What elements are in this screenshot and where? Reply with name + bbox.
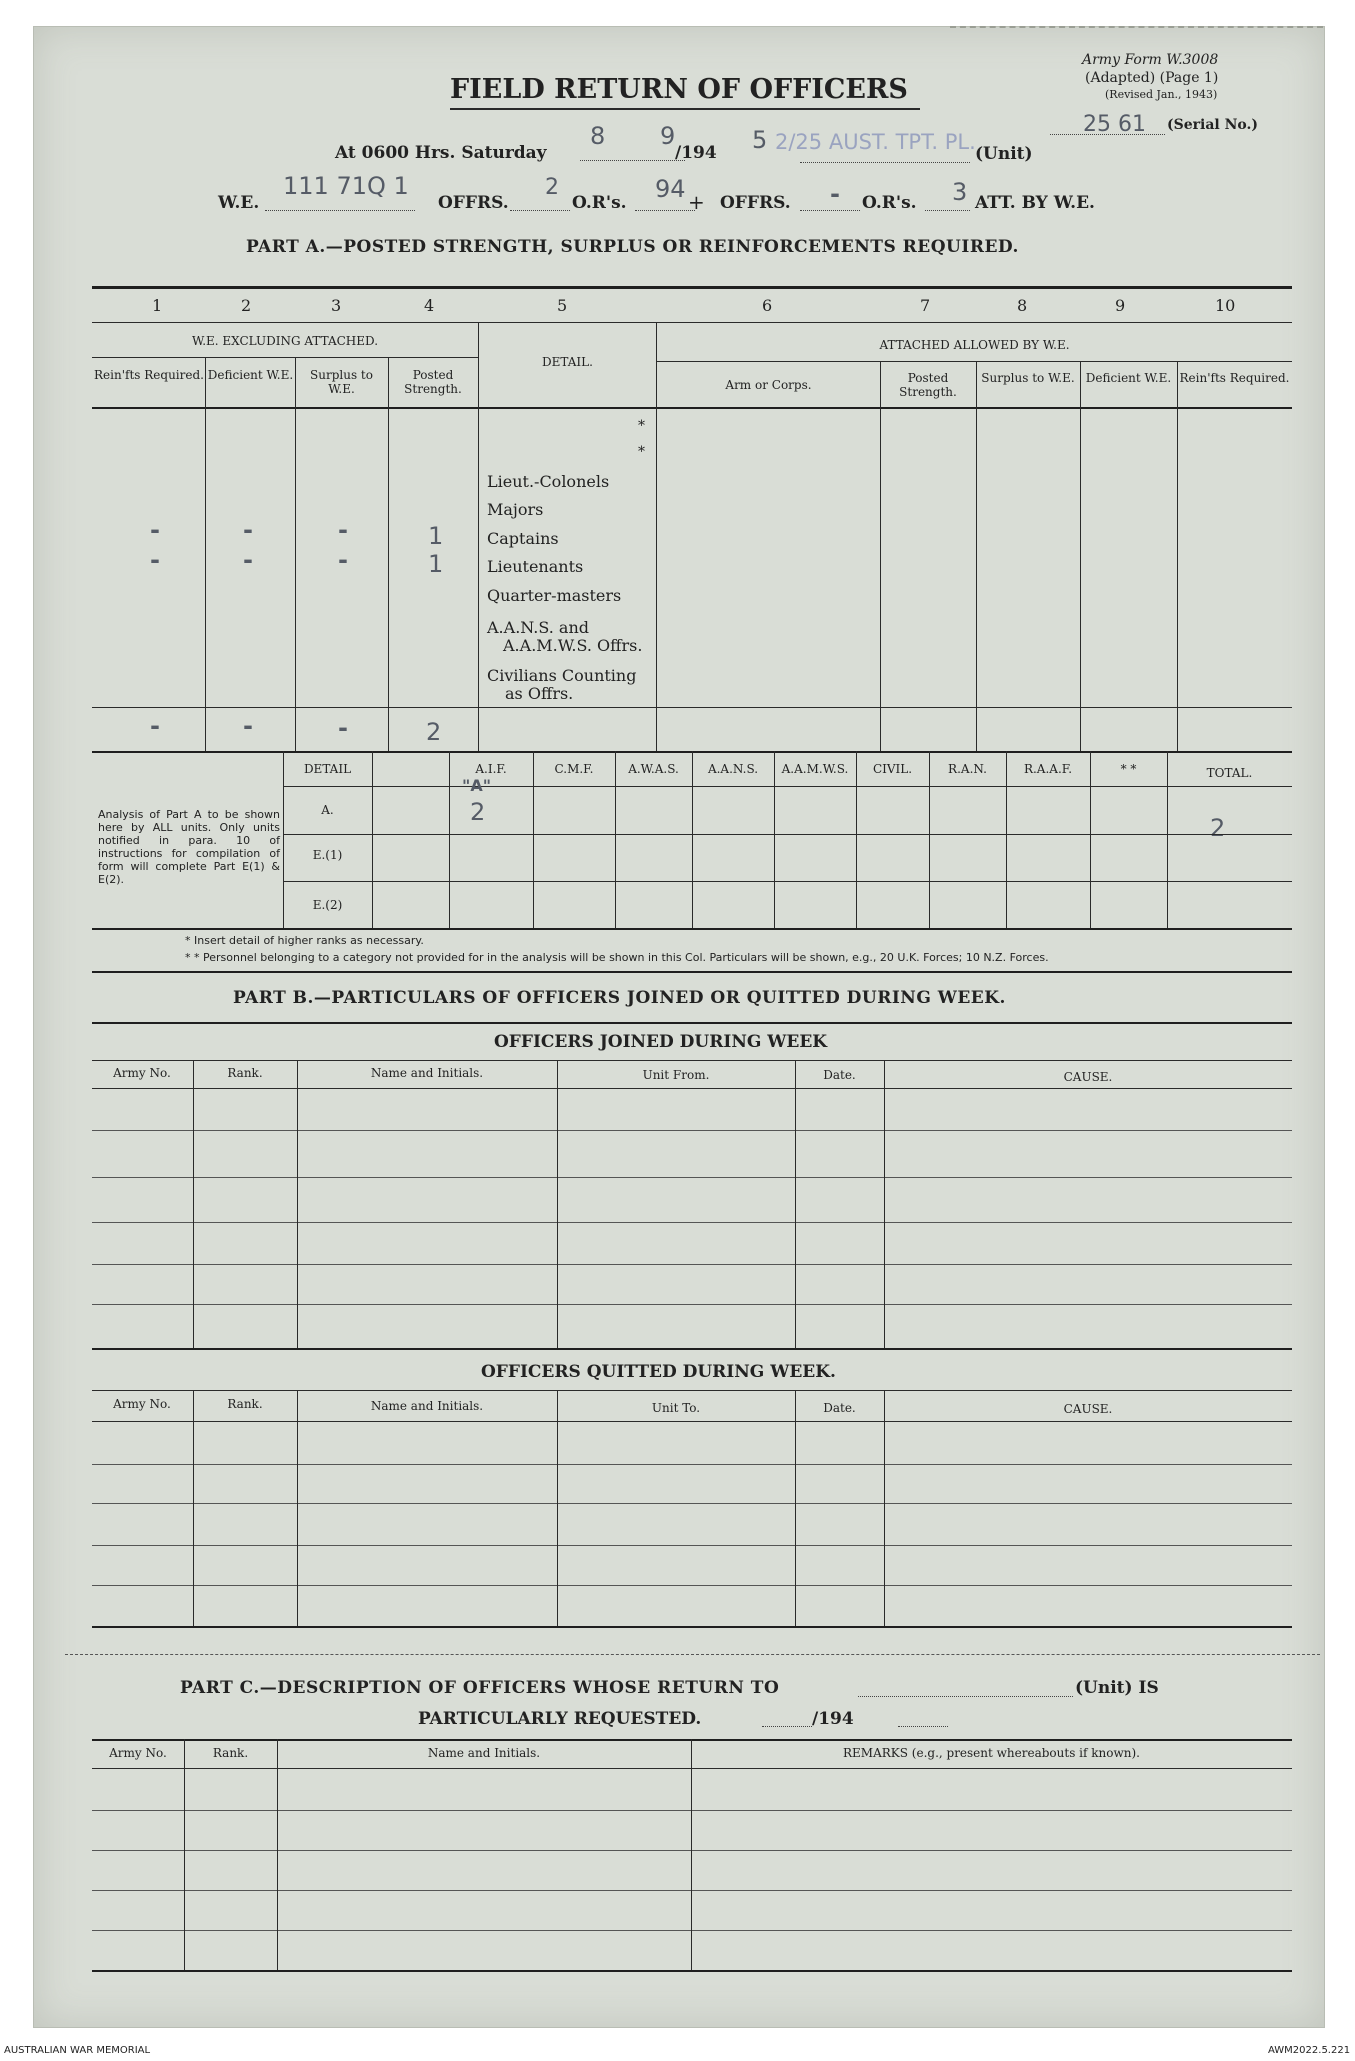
- col-num-10: 10: [1215, 296, 1236, 315]
- part-c-col-remarks: REMARKS (e.g., present whereabouts if known).: [843, 1746, 1140, 1760]
- analysis-a-total: 2: [1210, 814, 1226, 842]
- joined-header-rule: [92, 1088, 1292, 1089]
- qvline-3: [557, 1390, 558, 1626]
- col-num-1: 1: [152, 296, 163, 315]
- col-num-6: 6: [762, 296, 773, 315]
- quitted-row-rule-1: [92, 1464, 1292, 1465]
- year-prefix: /194: [675, 143, 717, 163]
- analysis-rule-2: [283, 881, 1292, 882]
- part-c-date-line-2: [898, 1726, 948, 1727]
- col-att-reinf-header: Rein'fts Required.: [1179, 371, 1290, 385]
- qvline-5: [884, 1390, 885, 1626]
- cut-line: [65, 1654, 1320, 1655]
- rank-aamws: A.A.M.W.S. Offrs.: [503, 636, 643, 655]
- part-b-title: PART B.—PARTICULARS OF OFFICERS JOINED OR QUITTED DURING WEEK.: [233, 988, 1006, 1008]
- joined-row-rule-3: [92, 1222, 1292, 1223]
- totals-posted: 2: [426, 718, 442, 746]
- qvline-4: [795, 1390, 796, 1626]
- unit-label: (Unit): [975, 144, 1033, 164]
- col-att-surplus-header: Surplus to W.E.: [981, 371, 1075, 385]
- captains-deficient: -: [243, 516, 253, 544]
- att-label: ATT. BY W.E.: [975, 193, 1095, 213]
- totals-deficient: -: [243, 712, 253, 740]
- plus-sign: +: [688, 190, 705, 214]
- quitted-bottom-rule: [92, 1626, 1292, 1628]
- we-excl-header: W.E. EXCLUDING ATTACHED.: [191, 334, 379, 348]
- analysis-row-a: A.: [321, 803, 334, 817]
- asterisk-1: *: [638, 418, 645, 434]
- we-excl-rule: [92, 357, 478, 358]
- form-adapted: (Adapted) (Page 1): [1085, 70, 1219, 86]
- cvline-2: [277, 1739, 278, 1970]
- footnote-2: * * Personnel belonging to a category not provided for in the analysis will be shown in this Col. Particulars will be shown, e.g., 20 U.K. Forces; 10 N.Z. Forces.: [185, 951, 1049, 964]
- lieutenants-surplus: -: [338, 546, 348, 574]
- part-c-row-rule-1: [92, 1810, 1292, 1811]
- quitted-col-cause: CAUSE.: [1063, 1402, 1113, 1416]
- attached-header: ATTACHED ALLOWED BY W.E.: [879, 338, 1070, 352]
- title-underline: [450, 108, 920, 110]
- footnote-1: * Insert detail of higher ranks as necessary.: [185, 934, 424, 947]
- part-c-date-line-1: [762, 1726, 812, 1727]
- ors2-value: 3: [952, 178, 968, 206]
- quitted-col-unit: Unit To.: [651, 1401, 701, 1415]
- joined-title: OFFICERS JOINED DURING WEEK: [494, 1032, 828, 1052]
- rank-lieutenants: Lieutenants: [487, 557, 584, 576]
- attached-rule: [657, 361, 1292, 362]
- rank-lieut-colonels: Lieut.-Colonels: [487, 472, 610, 491]
- col-num-rule: [92, 322, 1292, 323]
- vline-2: [295, 357, 296, 752]
- joined-col-cause: CAUSE.: [1063, 1070, 1113, 1084]
- analysis-col-total: TOTAL.: [1206, 766, 1253, 780]
- analysis-detail-label: DETAIL: [303, 762, 352, 776]
- part-c-header-rule: [92, 1768, 1292, 1769]
- joined-col-name: Name and Initials.: [370, 1066, 484, 1080]
- analysis-col-raaf: R.A.A.F.: [1023, 762, 1073, 776]
- we-line: [265, 210, 415, 211]
- we-value: 111 71Q 1: [283, 172, 409, 200]
- col-att-posted-header: Posted Strength.: [899, 371, 957, 399]
- qvline-1: [193, 1390, 194, 1626]
- quitted-col-date: Date.: [823, 1401, 856, 1415]
- part-c-bottom-rule: [92, 1970, 1292, 1972]
- part-c-year: /194: [812, 1709, 854, 1729]
- col-num-9: 9: [1115, 296, 1126, 315]
- rank-quartermasters: Quarter-masters: [487, 586, 622, 605]
- avline-10: [1090, 751, 1091, 928]
- col-reinf-header: Rein'fts Required.: [94, 368, 204, 382]
- col-att-deficient-header: Deficient W.E.: [1085, 371, 1172, 385]
- rank-civilians-2: as Offrs.: [505, 684, 574, 703]
- part-b-top-rule: [92, 1022, 1292, 1024]
- col-num-5: 5: [557, 296, 568, 315]
- jvline-3: [557, 1060, 558, 1348]
- serial-line: [1050, 134, 1165, 135]
- analysis-a-aif-mark: "A": [462, 776, 492, 795]
- avline-3: [533, 751, 534, 928]
- avline-4: [615, 751, 616, 928]
- vline-9: [1177, 361, 1178, 752]
- joined-row-rule-2: [92, 1177, 1292, 1178]
- vline-3: [388, 357, 389, 752]
- part-c-unit-is: (Unit) IS: [1075, 1678, 1159, 1698]
- col-num-7: 7: [920, 296, 931, 315]
- vline-4: [478, 322, 479, 752]
- quitted-col-armyno: Army No.: [113, 1397, 171, 1411]
- rank-civilians: Civilians Counting: [487, 666, 637, 685]
- serial-label: (Serial No.): [1167, 117, 1258, 133]
- offrs2-label: OFFRS.: [720, 193, 791, 213]
- quitted-col-rank: Rank.: [227, 1397, 263, 1411]
- ors2-label: O.R's.: [862, 193, 917, 213]
- analysis-row-e2: E.(2): [312, 898, 343, 912]
- jvline-5: [884, 1060, 885, 1348]
- joined-row-rule-4: [92, 1264, 1292, 1265]
- joined-title-rule: [92, 1060, 1292, 1061]
- part-c-title-2: PARTICULARLY REQUESTED.: [418, 1709, 702, 1729]
- analysis-col-other: * *: [1120, 762, 1137, 776]
- analysis-col-aans: A.A.N.S.: [707, 762, 759, 776]
- part-c-row-rule-3: [92, 1890, 1292, 1891]
- analysis-header-rule: [283, 786, 1292, 787]
- rank-captains: Captains: [487, 529, 559, 548]
- year-digit: 5: [752, 126, 768, 154]
- analysis-bottom-rule: [92, 928, 1292, 930]
- jvline-2: [297, 1060, 298, 1348]
- torn-edge: [950, 26, 1323, 32]
- offrs-label: OFFRS.: [438, 193, 509, 213]
- ors2-line: [925, 210, 970, 211]
- quitted-row-rule-4: [92, 1585, 1292, 1586]
- detail-header: DETAIL.: [542, 355, 593, 369]
- serial-number: 25 61: [1083, 112, 1146, 137]
- quitted-row-rule-2: [92, 1503, 1292, 1504]
- analysis-col-aif: A.I.F.: [475, 762, 507, 776]
- col-num-8: 8: [1017, 296, 1028, 315]
- col-surplus-header: Surplus to W.E.: [310, 368, 373, 396]
- avline-1: [372, 751, 373, 928]
- col-arm-header: Arm or Corps.: [725, 378, 812, 392]
- asterisk-2: *: [638, 444, 645, 460]
- jvline-1: [193, 1060, 194, 1348]
- analysis-col-awas: A.W.A.S.: [628, 762, 679, 776]
- joined-col-rank: Rank.: [227, 1066, 263, 1080]
- form-revised: (Revised Jan., 1943): [1105, 88, 1218, 101]
- joined-col-armyno: Army No.: [113, 1066, 171, 1080]
- totals-reinf: -: [150, 712, 160, 740]
- captains-reinf: -: [150, 516, 160, 544]
- captains-surplus: -: [338, 516, 348, 544]
- part-a-end-rule: [92, 971, 1292, 973]
- avline-9: [1006, 751, 1007, 928]
- vline-6: [880, 361, 881, 752]
- analysis-col-civil: CIVIL.: [872, 762, 913, 776]
- joined-bottom-rule: [92, 1348, 1292, 1350]
- unit-line: [800, 162, 970, 163]
- joined-col-unit: Unit From.: [642, 1068, 710, 1082]
- quitted-header-rule: [92, 1421, 1292, 1422]
- offrs-value: 2: [545, 175, 559, 200]
- avline-5: [692, 751, 693, 928]
- vline-1: [205, 357, 206, 752]
- ors-value: 94: [655, 175, 686, 203]
- offrs-line: [510, 210, 570, 211]
- cvline-3: [691, 1739, 692, 1970]
- joined-row-rule-5: [92, 1304, 1292, 1305]
- quitted-row-rule-3: [92, 1545, 1292, 1546]
- avline-6: [774, 751, 775, 928]
- analysis-row-e1: E.(1): [312, 848, 343, 862]
- offrs2-value: -: [830, 180, 840, 208]
- qvline-2: [297, 1390, 298, 1626]
- ors-line: [635, 210, 695, 211]
- part-a-top-rule: [92, 286, 1292, 289]
- ors-label: O.R's.: [572, 193, 627, 213]
- unit-stamp: 2/25 AUST. TPT. PL.: [775, 130, 976, 154]
- part-c-col-rank: Rank.: [212, 1746, 249, 1760]
- col-num-3: 3: [331, 296, 342, 315]
- analysis-a-aif: 2: [470, 798, 486, 826]
- date-line: [580, 160, 685, 161]
- avline-8: [929, 751, 930, 928]
- vline-5: [656, 322, 657, 752]
- part-c-col-armyno: Army No.: [109, 1746, 167, 1760]
- part-c-top-rule: [92, 1739, 1292, 1741]
- date-day: 8: [590, 122, 606, 150]
- analysis-note: Analysis of Part A to be shown here by ALL units. Only units notified in para. 10 of instructions for compilation of form will complete Part E(1) & E(2).: [98, 808, 280, 886]
- part-a-title: PART A.—POSTED STRENGTH, SURPLUS OR REINFORCEMENTS REQUIRED.: [246, 237, 1019, 257]
- analysis-rule-1: [283, 834, 1292, 835]
- we-label: W.E.: [218, 193, 260, 213]
- totals-top-rule: [92, 707, 1292, 708]
- form-number: Army Form W.3008: [1082, 52, 1219, 68]
- part-c-row-rule-4: [92, 1930, 1292, 1931]
- col-posted-header: Posted Strength.: [404, 368, 462, 396]
- date-month: 9: [660, 122, 676, 150]
- lieutenants-reinf: -: [150, 546, 160, 574]
- totals-surplus: -: [338, 714, 348, 742]
- quitted-col-name: Name and Initials.: [370, 1399, 484, 1413]
- footer-credit: AUSTRALIAN WAR MEMORIAL: [4, 2045, 151, 2056]
- jvline-4: [795, 1060, 796, 1348]
- header-bottom-rule: [92, 407, 1292, 409]
- lieutenants-deficient: -: [243, 546, 253, 574]
- at-label: At 0600 Hrs. Saturday: [335, 143, 547, 163]
- offrs2-line: [800, 210, 860, 211]
- joined-col-date: Date.: [823, 1068, 856, 1082]
- vline-7: [976, 361, 977, 752]
- analysis-col-cmf: C.M.F.: [554, 762, 594, 776]
- quitted-title-rule: [92, 1390, 1292, 1391]
- captains-posted: 1: [428, 522, 444, 550]
- joined-row-rule-1: [92, 1130, 1292, 1131]
- quitted-title: OFFICERS QUITTED DURING WEEK.: [481, 1362, 836, 1382]
- analysis-col-aamws: A.A.M.W.S.: [781, 762, 849, 776]
- rank-majors: Majors: [487, 500, 544, 519]
- col-num-4: 4: [424, 296, 435, 315]
- cvline-1: [184, 1739, 185, 1970]
- part-c-title-1: PART C.—DESCRIPTION OF OFFICERS WHOSE RETURN TO: [180, 1678, 780, 1698]
- avline-2: [449, 751, 450, 928]
- rank-aans: A.A.N.S. and: [487, 618, 589, 637]
- page-title: FIELD RETURN OF OFFICERS: [450, 74, 908, 105]
- col-deficient-header: Deficient W.E.: [207, 368, 294, 382]
- lieutenants-posted: 1: [428, 550, 444, 578]
- col-num-2: 2: [241, 296, 252, 315]
- analysis-col-ran: R.A.N.: [948, 762, 987, 776]
- part-c-unit-line: [858, 1696, 1073, 1697]
- part-c-col-name: Name and Initials.: [427, 1746, 541, 1760]
- footer-accession: AWM2022.5.221: [1268, 2045, 1351, 2056]
- part-c-row-rule-2: [92, 1850, 1292, 1851]
- vline-8: [1080, 361, 1081, 752]
- avline-7: [856, 751, 857, 928]
